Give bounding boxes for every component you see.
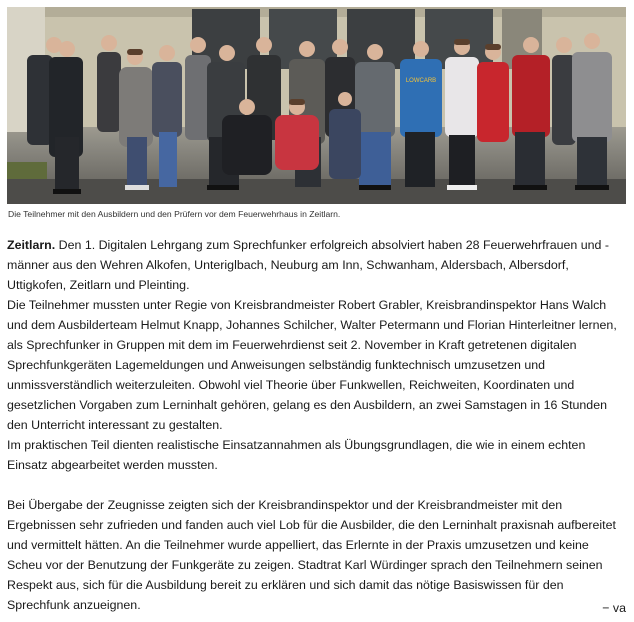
group-photo-illustration bbox=[7, 7, 626, 204]
author-signature: − va bbox=[602, 601, 626, 615]
paragraph-2: Die Teilnehmer mussten unter Regie von Kreisbrandmeister Robert Grabler, Kreisbrandinspektor Hans Walch und dem Ausbilderteam Helmut Knapp, Johannes Schilcher, Walter Petermann und Florian Hinterleitner lernen, als Sprechfunker in Gruppen mit dem im Feuerwehrdienst seit 2. November in Kraft getretenen digitalen Sprechfunkgeräten Lagemeldungen und Anweisungen selbständig funktechnisch umzusetzen und unmissverständlich weiterzuleiten. Obwohl viel Theorie über Funkwellen, Reichweiten, Koordinaten und gesetzlichen Vorgaben zum Lerninhalt gehören, gelang es den Ausbildern, an zwei Samstagen in 16 Stunden den Unterricht interessant zu gestalten. bbox=[7, 298, 617, 432]
shirt-print: LOWCARB bbox=[405, 78, 437, 84]
paragraph-1: Den 1. Digitalen Lehrgang zum Sprechfunker erfolgreich absolviert haben 28 Feuerwehrfrauen und -männer aus den Wehren Alkofen, Unteriglbach, Neuburg am Inn, Schwanham, Aldersbach, Albersdorf, Uttigkofen, Zeitlarn und Pleinting. bbox=[7, 238, 609, 292]
paragraph-3: Im praktischen Teil dienten realistische Einsatzannahmen als Übungsgrundlagen, die wie in einem echten Einsatz abgearbeitet werden mussten. bbox=[7, 438, 586, 472]
paragraph-spacer bbox=[7, 475, 627, 495]
paragraph-lead bbox=[7, 235, 627, 295]
photo-caption: Die Teilnehmer mit den Ausbildern und den Prüfern vor dem Feuerwehrhaus in Zeitlarn. bbox=[8, 209, 341, 219]
dateline: Zeitlarn. bbox=[7, 238, 56, 252]
paragraph-4: Bei Übergabe der Zeugnisse zeigten sich der Kreisbrandinspektor und der Kreisbrandmeister mit den Ergebnissen sehr zufrieden und fanden auch viel Lob für die Ausbilder, die den Lerninhalt praxisnah aufbereitet und vermittelt hätten. An die Teilnehmer wurde appelliert, das Erlernte in der Praxis umzusetzen und keine Scheu vor der Benutzung der Funkgeräte zu zeigen. Stadtrat Karl Würdinger sprach den Teilnehmern seinen Respekt aus, sich für die Ausbildung bereit zu erklären und sich damit das nötige Basiswissen für den Sprechfunk anzueignen. bbox=[7, 498, 616, 612]
article-body bbox=[7, 235, 627, 615]
group-photo bbox=[7, 7, 626, 204]
